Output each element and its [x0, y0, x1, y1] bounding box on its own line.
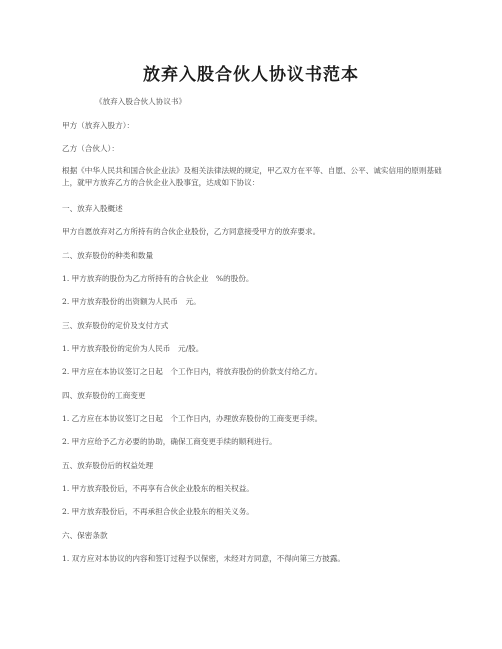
document-title: 放弃入股合伙人协议书范本	[143, 65, 359, 85]
section-2-paragraph-2: 2. 甲方放弃股份的出资额为人民币 元。	[62, 297, 201, 306]
section-2-heading: 二、放弃股份的种类和数量	[62, 251, 154, 260]
section-5-paragraph-1: 1. 甲方放弃股份后，不再享有合伙企业股东的相关权益。	[62, 484, 254, 493]
section-3-paragraph-1: 1. 甲方放弃股份的定价为人民币 元/股。	[62, 344, 204, 353]
section-6-paragraph-1: 1. 双方应对本协议的内容和签订过程予以保密，未经对方同意，不得向第三方披露。	[62, 554, 346, 563]
preamble-paragraph: 根据《中华人民共和国合伙企业法》及相关法律法规的规定，甲乙双方在平等、自愿、公平、诚实信用的原则基础上，就甲方放弃乙方的合伙企业入股事宜，达成如下协议：	[62, 166, 442, 187]
section-4-paragraph-2: 2. 甲方应给予乙方必要的协助，确保工商变更手续的顺利进行。	[62, 437, 277, 446]
section-5-heading: 五、放弃股份后的权益处理	[62, 461, 154, 470]
section-3-paragraph-2: 2. 甲方应在本协议签订之日起 个工作日内，将放弃股份的价款支付给乙方。	[62, 367, 323, 376]
section-6-heading: 六、保密条款	[62, 531, 108, 540]
party-b-line: 乙方（合伙人）：	[62, 144, 119, 153]
section-1-paragraph-1: 甲方自愿放弃对乙方所持有的合伙企业股份，乙方同意接受甲方的放弃要求。	[62, 227, 321, 236]
party-a-line: 甲方（放弃入股方）：	[62, 121, 135, 130]
section-5-paragraph-2: 2. 甲方放弃股份后，不再承担合伙企业股东的相关义务。	[62, 507, 254, 516]
section-2-paragraph-1: 1. 甲方放弃的股份为乙方所持有的合伙企业 %的股份。	[62, 274, 254, 283]
section-4-heading: 四、放弃股份的工商变更	[62, 391, 146, 400]
document-subtitle: 《放弃入股合伙人协议书》	[95, 97, 187, 106]
section-3-heading: 三、放弃股份的定价及支付方式	[62, 321, 169, 330]
section-4-paragraph-1: 1. 乙方应在本协议签订之日起 个工作日内，办理放弃股份的工商变更手续。	[62, 414, 323, 423]
section-1-heading: 一、放弃入股概述	[62, 204, 123, 213]
